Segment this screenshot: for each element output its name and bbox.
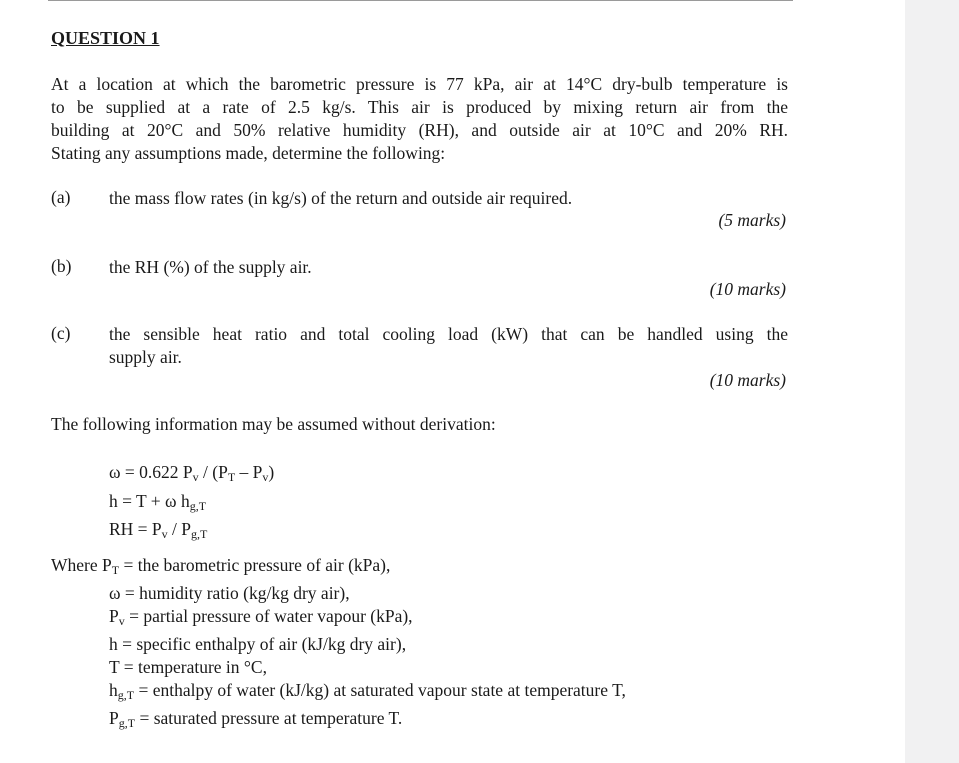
formula-block [109, 461, 274, 547]
intro-line: At a location at which the barometric pressure is 77 kPa, air at 14°C dry-bulb temperature is [51, 74, 788, 94]
formula-text: h = T + ω h [109, 490, 190, 511]
part-c-line: supply air. [109, 347, 182, 367]
formula-subscript: g,T [191, 527, 208, 541]
definitions-block [51, 554, 626, 735]
part-a-line: the mass flow rates (in kg/s) of the return and outside air required. [109, 188, 573, 208]
definition-pgt [51, 707, 626, 735]
definition-text: = saturated pressure at temperature T. [135, 708, 403, 728]
definition-h: h = specific enthalpy of air (kJ/kg dry air), [109, 634, 407, 654]
formula-text: ω = 0.622 P [109, 462, 193, 482]
formula-humidity-ratio [109, 461, 274, 490]
definition-text: P [109, 708, 119, 728]
definition-text: = enthalpy of water (kJ/kg) at saturated vapour state at temperature T, [134, 680, 626, 700]
definition-subscript: v [118, 614, 125, 628]
question-heading: QUESTION 1 [51, 28, 160, 48]
part-c-line: the sensible heat ratio and total cooling load (kW) that can be handled using the [109, 324, 788, 344]
definition-text: P [109, 606, 119, 626]
part-b-label: (b) [51, 256, 72, 276]
definition-t: T = temperature in °C, [109, 657, 267, 677]
formula-text: ) [268, 462, 275, 482]
formula-text: – P [235, 462, 263, 482]
definition-subscript: T [111, 563, 120, 577]
formula-subscript: v [161, 527, 168, 541]
part-a-label: (a) [51, 187, 71, 207]
part-c-label: (c) [51, 323, 71, 343]
formula-subscript: g,T [189, 498, 207, 513]
formula-subscript: T [227, 470, 236, 484]
definition-text: Where P [51, 555, 112, 575]
formula-text: / P [167, 519, 192, 539]
question-intro [51, 73, 788, 165]
formula-text: / (P [198, 462, 228, 482]
info-text: The following information may be assumed without derivation: [51, 414, 496, 434]
definition-subscript: g,T [117, 688, 135, 702]
formula-subscript: v [262, 470, 269, 484]
formula-subscript: v [192, 470, 199, 484]
part-b-line: the RH (%) of the supply air. [109, 257, 312, 277]
formula-enthalpy [109, 490, 274, 519]
definition-hgt [51, 679, 626, 707]
definition-subscript: g,T [118, 716, 136, 730]
right-side-panel [905, 0, 959, 763]
intro-line: to be supplied at a rate of 2.5 kg/s. This air is produced by mixing return air from the [51, 97, 788, 117]
top-rule [48, 0, 793, 1]
definition-pt [51, 554, 626, 582]
definition-omega: ω = humidity ratio (kg/kg dry air), [109, 583, 350, 603]
definition-pv [51, 605, 626, 633]
part-a-text [109, 187, 788, 210]
definition-text: = the barometric pressure of air (kPa), [119, 555, 391, 575]
definition-text: h [109, 680, 118, 700]
part-b-text [109, 256, 788, 279]
definition-text: = partial pressure of water vapour (kPa), [124, 606, 413, 626]
part-b-marks: (10 marks) [709, 279, 786, 299]
part-c-text [109, 323, 788, 369]
formula-text: RH = P [109, 519, 162, 539]
part-a-marks: (5 marks) [718, 210, 786, 230]
intro-line: Stating any assumptions made, determine the following: [51, 143, 446, 163]
part-c-marks: (10 marks) [709, 370, 786, 390]
intro-line: building at 20°C and 50% relative humidity (RH), and outside air at 10°C and 20% RH. [51, 120, 788, 140]
formula-relative-humidity [109, 518, 274, 547]
